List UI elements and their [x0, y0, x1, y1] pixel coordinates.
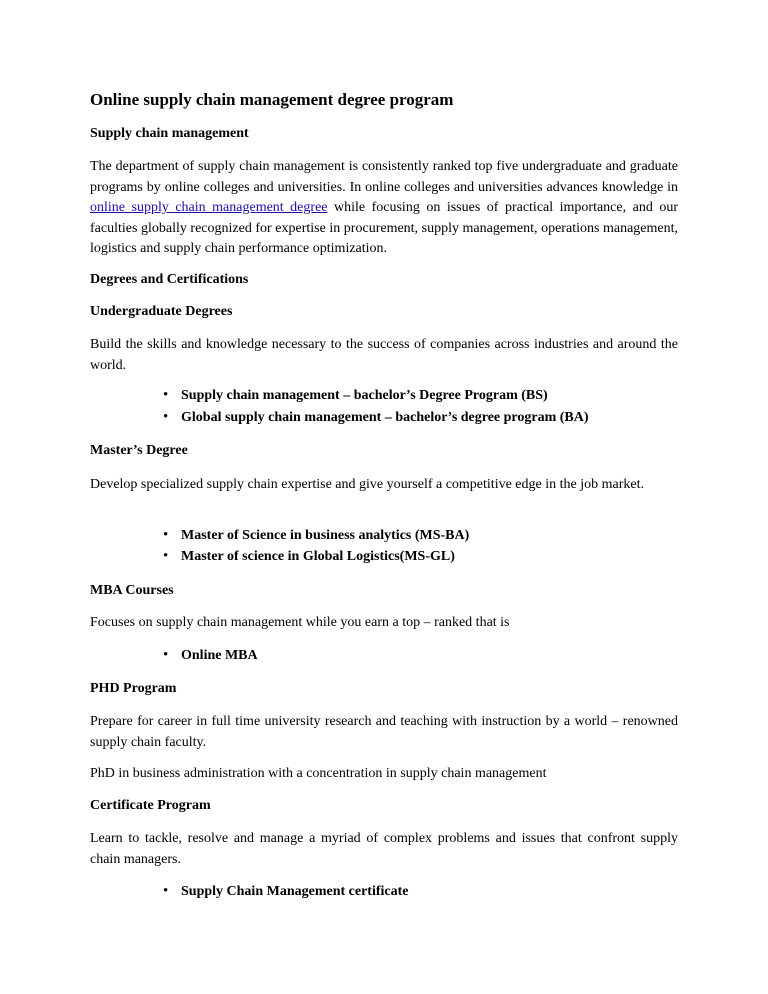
scm-heading: Supply chain management	[90, 126, 249, 141]
undergrad-text: Build the skills and knowledge necessary to the success of companies across industries and around the world.	[90, 337, 678, 373]
list-item: • Online MBA	[181, 648, 258, 664]
list-item: • Master of science in Global Logistics(MS-GL)	[181, 549, 455, 565]
list-item: • Supply chain management – bachelor’s Degree Program (BS)	[181, 388, 548, 404]
list-item: • Master of Science in business analytics (MS-BA)	[181, 528, 469, 544]
degrees-heading: Degrees and Certifications	[90, 272, 249, 287]
masters-text: Develop specialized supply chain expertise and give yourself a competitive edge in the job market.	[90, 477, 644, 492]
phd-text-2: PhD in business administration with a concentration in supply chain management	[90, 766, 547, 781]
phd-heading: PHD Program	[90, 681, 177, 696]
certificate-text: Learn to tackle, resolve and manage a myriad of complex problems and issues that confront supply chain managers.	[90, 831, 678, 867]
scm-paragraph-start: The department of supply chain management is consistently ranked top five undergraduate and graduate programs by online colleges and universities. In online colleges and universities advances knowledge in	[90, 159, 678, 195]
masters-heading: Master’s Degree	[90, 443, 188, 458]
mba-heading: MBA Courses	[90, 583, 174, 598]
degree-link[interactable]: online supply chain management degree	[90, 200, 328, 215]
scm-paragraph	[90, 157, 678, 260]
scm-paragraph-end: while focusing on issues of practical importance, and our faculties globally recognized for expertise in procurement, supply management, operations management, logistics and supply chain performance optimization.	[90, 200, 678, 256]
list-item: • Global supply chain management – bachelor’s degree program (BA)	[181, 410, 589, 426]
list-item: • Supply Chain Management certificate	[181, 884, 408, 900]
page-title: Online supply chain management degree program	[90, 90, 454, 109]
undergrad-heading: Undergraduate Degrees	[90, 304, 233, 319]
certificate-heading: Certificate Program	[90, 798, 211, 813]
mba-text: Focuses on supply chain management while you earn a top – ranked that is	[90, 615, 510, 630]
phd-text: Prepare for career in full time university research and teaching with instruction by a world – renowned supply chain faculty.	[90, 714, 678, 750]
